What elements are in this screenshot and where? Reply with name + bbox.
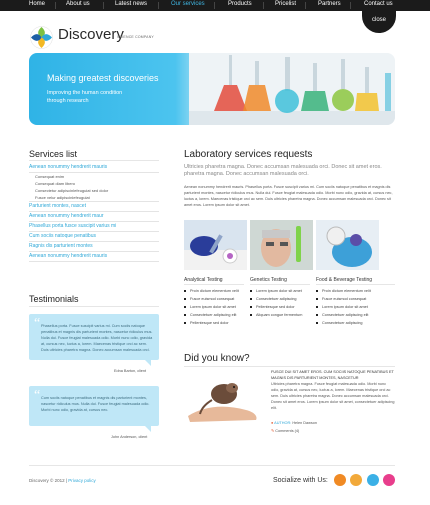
service-subitem[interactable]: Consequat diam libero [35, 181, 76, 186]
divider [29, 306, 159, 307]
bullet-item[interactable]: Consectetuer adipiscing [316, 319, 371, 327]
service-item[interactable]: Aenean nonummy hendrerit maur [29, 212, 159, 222]
quote-icon: “ [34, 316, 41, 331]
bullet-item[interactable]: Fusce euismod consequat [184, 295, 239, 303]
know-body: Ultricies pharetra magna. Fusce feugiat malesuada odio. Morbi nunc odio, gravida at, cursus nec, luctus a, lorem. Maecenas tristique orci ac sem. Duis ultricies pharetra magna. Donec accumsan malesuada orci. Donec sit amet eros. Lorem ipsum dolor sit amet, consectetuer adipiscing elit. [271, 382, 395, 410]
know-heading: Did you know? [184, 353, 250, 364]
logo-title[interactable]: Discovery [58, 26, 124, 43]
food-bullets [316, 287, 371, 327]
bullet-item[interactable]: Pellentesque sed dolor [250, 303, 302, 311]
nav-separator [55, 2, 56, 9]
lab-heading: Laboratory services requests [184, 149, 313, 160]
divider [184, 366, 395, 367]
privacy-policy-link[interactable]: Privacy policy [68, 478, 96, 483]
testimonials-heading: Testimonials [29, 294, 79, 304]
user-icon: ● [271, 421, 274, 425]
author-name[interactable]: Helen Dawson [292, 421, 318, 425]
nav-separator [263, 2, 264, 9]
nav-about-us[interactable]: About us [66, 1, 90, 7]
analytical-testing-title[interactable]: Analytical Testing [184, 277, 223, 283]
twitter-icon[interactable] [367, 474, 379, 486]
divider [184, 284, 244, 285]
divider [29, 160, 159, 161]
service-item[interactable]: Aenean nonummy hendrerit mauris [29, 252, 159, 262]
genetics-testing-title[interactable]: Genetics Testing [250, 277, 287, 283]
bullet-item[interactable]: Aliquam congue fermentum [250, 311, 302, 319]
nav-products[interactable]: Products [228, 1, 252, 7]
food-testing-title[interactable]: Food & Beverage Testing [316, 277, 373, 283]
socialize-label: Socialize with Us: [273, 477, 328, 484]
bullet-item[interactable]: Lorem ipsum dolor sit amet [250, 287, 302, 295]
nav-separator [305, 2, 306, 9]
know-comments-row [271, 428, 299, 433]
service-subitem[interactable]: Consectetur adipiscinlefeuguiat sed dolor [35, 188, 109, 193]
hero-title: Making greatest discoveries [47, 73, 159, 83]
testimonial-author: Edna Barton, client [114, 369, 147, 373]
footer-divider [29, 465, 395, 466]
services-heading: Services list [29, 149, 78, 159]
nav-home[interactable]: Home [29, 1, 46, 7]
logo-subtitle: SCIENCE COMPANY [117, 35, 154, 39]
flickr-icon[interactable] [383, 474, 395, 486]
service-item[interactable]: Aenean nonummy hendrerit mauris [29, 163, 159, 173]
divider [316, 284, 395, 285]
lab-lead-text: Ultricies pharetra magna. Donec accumsan malesuada orci. Donec sit amet eros. pharetra magna. Donec accumsan malesuada orci. [184, 164, 382, 177]
nav-separator [214, 2, 215, 9]
footer-copyright [29, 478, 96, 483]
close-button[interactable]: close [362, 7, 396, 33]
bubble-tail [145, 426, 151, 432]
services-list [29, 163, 159, 262]
lab-glassware-image [189, 53, 395, 125]
rss-icon[interactable] [334, 474, 346, 486]
testimonial-text: Phasellus porta. Fusce suscipit varius mi. Cum sociis natoque penatibus et magnis dis parturient montes, nascetur ridiculus mus. Nulla dui. Fusce feugiat malesuada odio. Morbi nunc odio, gravida at, cursus nec, luctus a, lorem. Maecenas tristique orci ac sem. Duis ultricies pharetra magna. Donec accumsan malesuada orci. [41, 324, 153, 352]
analytical-bullets [184, 287, 239, 327]
nav-contact-us[interactable]: Contact us [364, 1, 393, 7]
comments-link[interactable]: Comments (4) [275, 429, 300, 433]
genetics-bullets [250, 287, 302, 319]
hero-subtitle: Improving the human condition through research [47, 90, 123, 104]
know-image [184, 370, 264, 424]
analytical-testing-image[interactable] [184, 220, 247, 270]
nav-separator [350, 2, 351, 9]
service-subitem[interactable]: Consequat enim [35, 174, 65, 179]
bullet-item[interactable]: Consectetuer adipiscing elit [184, 311, 239, 319]
nav-separator [158, 2, 159, 9]
logo-icon[interactable] [29, 25, 54, 50]
service-item[interactable]: Phasellus porta fusce suscipit varius mi [29, 222, 159, 232]
bullet-item[interactable]: Pellentesque sed dolor [184, 319, 239, 327]
service-item[interactable]: Parturient montes, nascet [29, 202, 159, 212]
bullet-item[interactable]: Consectetuer adipiscing [250, 295, 302, 303]
comment-icon: ✎ [271, 429, 275, 433]
quote-icon: “ [34, 388, 41, 403]
testimonial-text: Cum sociis natoque penatibus et magnis dis parturient montes, nascetur ridiculus mus. Nulla dui. Fusce feugiat malesuada odio. Morbi nunc odio, gravida at, cursus nec. [41, 396, 150, 412]
genetics-testing-image[interactable] [250, 220, 313, 270]
nav-pricelist[interactable]: Pricelist [275, 1, 297, 7]
nav-partners[interactable]: Partners [318, 1, 341, 7]
author-label: AUTHOR: [274, 421, 292, 425]
bullet-item[interactable]: Proin dictum elementum velit [184, 287, 239, 295]
testimonial-bubble [29, 386, 159, 426]
food-testing-image[interactable] [316, 220, 379, 270]
bullet-item[interactable]: Fusce euismod consequat [316, 295, 371, 303]
nav-separator [103, 2, 104, 9]
lab-body-text: Aenean nonummy hendrerit mauris. Phasellus porta. Fusce suscipit varius mi. Cum sociis natoque penatibus et magnis dis parturient montes, nascetur ridiculus mus. Nulla dui. Fusce feugiat malesuada odio. Morbi nunc odio, gravida at, cursus nec, luctus a, lorem. Maecenas tristique orci ac sem. Duis ultricies pharetra magna. Donec accumsan malesuada orci. Donec sit amet eros. Lorem ipsum dolor sit amet. [184, 185, 393, 207]
nav-our-services[interactable]: Our services [171, 1, 205, 7]
nav-latest-news[interactable]: Latest news [115, 1, 148, 7]
service-item[interactable]: Ragnis dis parturient montes [29, 242, 159, 252]
bullet-item[interactable]: Consectetuer adipiscing elit [316, 311, 371, 319]
bubble-tail [145, 360, 151, 366]
stumbleupon-icon[interactable] [350, 474, 362, 486]
bullet-item[interactable]: Lorem ipsum dolor sit amet [184, 303, 239, 311]
bullet-item[interactable]: Proin dictum elementum velit [316, 287, 371, 295]
testimonial-bubble [29, 314, 159, 360]
bullet-item[interactable]: Lorem ipsum dolor sit amet [316, 303, 371, 311]
testimonial-author: John Anderson, client [111, 435, 148, 439]
know-author-row [271, 421, 317, 425]
divider [250, 284, 310, 285]
know-title: FUSCE DUI SIT AMET EROS. CUM SOCIIS NATOQUE PENATIBUS ET MAGNIS DIS PARTURIENT MONTES, NASCETUR [271, 370, 394, 380]
service-item[interactable]: Cum sociis natoque penatibus [29, 232, 159, 242]
hero-banner [29, 53, 395, 125]
copyright-text: Discovery © 2012 | [29, 478, 67, 483]
service-subitem[interactable]: Fusce velur adipiscinlefeuguiat [29, 194, 159, 202]
